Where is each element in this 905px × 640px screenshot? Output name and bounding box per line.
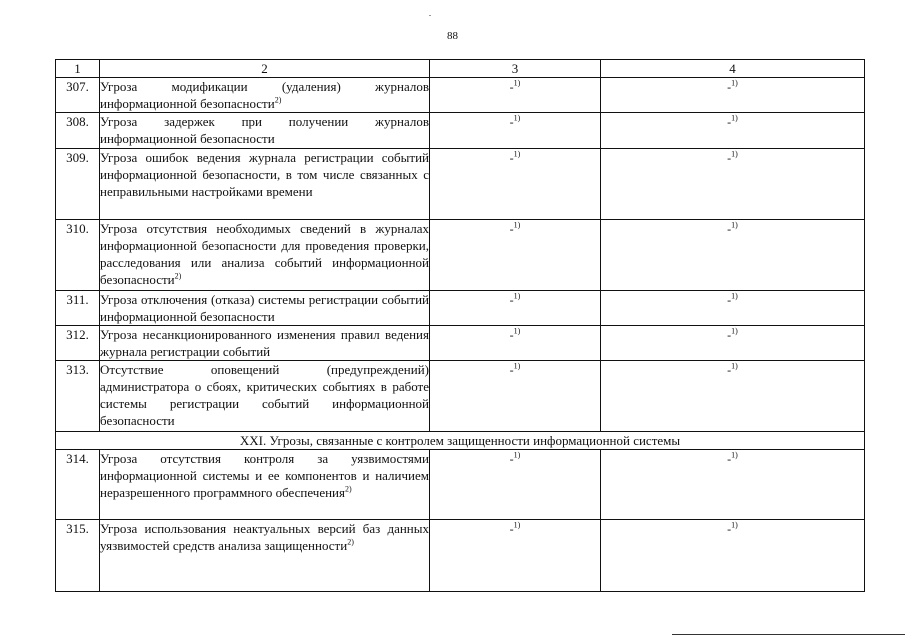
cell-col-3 <box>430 326 601 361</box>
cell-col-4 <box>601 149 865 220</box>
threat-text: Угроза ошибок ведения журнала регистрации событий информационной безопасности, в том числе связанных с неправильными настройками времени <box>100 150 429 199</box>
cell-col-4 <box>601 361 865 432</box>
threat-description <box>100 149 430 220</box>
table-row <box>56 361 865 432</box>
scan-mark <box>429 15 431 16</box>
threat-text: Отсутствие оповещений (предупреждений) администратора о сбоях, критических событиях в работе системы регистрации событий информационной безопасности <box>100 362 429 428</box>
footnote-separator <box>672 634 905 635</box>
cell-col-4 <box>601 113 865 149</box>
row-number: 307. <box>56 78 100 113</box>
threat-description <box>100 78 430 113</box>
dash-mark: - <box>509 293 514 307</box>
cell-col-4 <box>601 520 865 592</box>
dash-mark: - <box>509 80 514 94</box>
footnote-ref: 1) <box>513 520 521 530</box>
table-section-group <box>56 432 865 450</box>
threat-description <box>100 291 430 326</box>
threat-description <box>100 326 430 361</box>
threat-text: Угроза несанкционированного изменения правил ведения журнала регистрации событий <box>100 327 429 359</box>
cell-col-3 <box>430 78 601 113</box>
footnote-ref: 1) <box>731 149 738 159</box>
table-row <box>56 149 865 220</box>
threat-text: Угроза отключения (отказа) системы регистрации событий информационной безопасности <box>100 292 429 324</box>
footnote-ref: 1) <box>513 291 521 301</box>
dash-mark: - <box>727 452 732 466</box>
threat-description <box>100 450 430 520</box>
dash-mark: - <box>509 115 514 129</box>
footnote-ref: 2) <box>345 484 352 494</box>
dash-mark: - <box>727 80 732 94</box>
cell-col-3 <box>430 220 601 291</box>
row-number: 310. <box>56 220 100 291</box>
header-col-3: 3 <box>430 60 601 78</box>
row-number: 312. <box>56 326 100 361</box>
footnote-ref: 1) <box>513 78 521 88</box>
dash-mark: - <box>509 151 514 165</box>
footnote-ref: 1) <box>513 220 521 230</box>
row-number: 315. <box>56 520 100 592</box>
cell-col-4 <box>601 450 865 520</box>
footnote-ref: 1) <box>731 78 738 88</box>
cell-col-3 <box>430 291 601 326</box>
footnote-ref: 1) <box>731 520 738 530</box>
footnote-ref: 2) <box>347 537 354 547</box>
table-row <box>56 291 865 326</box>
row-number: 308. <box>56 113 100 149</box>
cell-col-4 <box>601 326 865 361</box>
dash-mark: - <box>509 222 514 236</box>
footnote-ref: 1) <box>513 149 521 159</box>
dash-mark: - <box>509 328 514 342</box>
table-row <box>56 520 865 592</box>
cell-col-3 <box>430 361 601 432</box>
threats-table <box>55 59 865 592</box>
footnote-ref: 1) <box>731 220 738 230</box>
threat-text: Угроза использования неактуальных версий баз данных уязвимостей средств анализа защищенности <box>100 521 429 553</box>
table-header-row <box>56 60 865 78</box>
footnote-ref: 1) <box>513 113 521 123</box>
cell-col-4 <box>601 220 865 291</box>
dash-mark: - <box>727 293 732 307</box>
dash-mark: - <box>727 115 732 129</box>
dash-mark: - <box>727 151 732 165</box>
page-number: 88 <box>447 30 458 42</box>
dash-mark: - <box>509 522 514 536</box>
table-row <box>56 220 865 291</box>
threat-description <box>100 520 430 592</box>
dash-mark: - <box>727 522 732 536</box>
footnote-ref: 1) <box>513 361 521 371</box>
table-row <box>56 326 865 361</box>
dash-mark: - <box>727 222 732 236</box>
cell-col-3 <box>430 520 601 592</box>
cell-col-3 <box>430 113 601 149</box>
section-heading: XXI. Угрозы, связанные с контролем защищенности информационной системы <box>56 432 865 450</box>
cell-col-3 <box>430 450 601 520</box>
footnote-ref: 2) <box>174 271 182 281</box>
table-body-group-a <box>56 78 865 432</box>
footnote-ref: 1) <box>513 326 521 336</box>
footnote-ref: 1) <box>513 450 521 460</box>
footnote-ref: 1) <box>731 291 738 301</box>
dash-mark: - <box>727 363 732 377</box>
footnote-ref: 2) <box>274 95 282 105</box>
header-col-2: 2 <box>100 60 430 78</box>
threat-description <box>100 220 430 291</box>
header-col-4: 4 <box>601 60 865 78</box>
header-col-1: 1 <box>56 60 100 78</box>
dash-mark: - <box>509 363 514 377</box>
section-row <box>56 432 865 450</box>
threat-text: Угроза модификации (удаления) журналов информационной безопасности <box>100 79 429 111</box>
row-number: 311. <box>56 291 100 326</box>
threat-text: Угроза отсутствия необходимых сведений в журналах информационной безопасности для проведения проверки, расследования или анализа событий информационной безопасности <box>100 221 429 287</box>
table-body-group-b <box>56 450 865 592</box>
row-number: 309. <box>56 149 100 220</box>
table-row <box>56 78 865 113</box>
footnote-ref: 1) <box>731 113 738 123</box>
threat-text: Угроза отсутствия контроля за уязвимостями информационной системы и ее компонентов и наличием неразрешенного программного обеспечения <box>100 451 429 500</box>
dash-mark: - <box>727 328 732 342</box>
footnote-ref: 1) <box>731 361 738 371</box>
cell-col-3 <box>430 149 601 220</box>
cell-col-4 <box>601 291 865 326</box>
threat-text: Угроза задержек при получении журналов информационной безопасности <box>100 114 429 146</box>
table-row <box>56 450 865 520</box>
row-number: 314. <box>56 450 100 520</box>
threat-description <box>100 361 430 432</box>
dash-mark: - <box>509 452 514 466</box>
threat-description <box>100 113 430 149</box>
footnote-ref: 1) <box>731 326 738 336</box>
cell-col-4 <box>601 78 865 113</box>
footnote-ref: 1) <box>731 450 738 460</box>
row-number: 313. <box>56 361 100 432</box>
table-row <box>56 113 865 149</box>
